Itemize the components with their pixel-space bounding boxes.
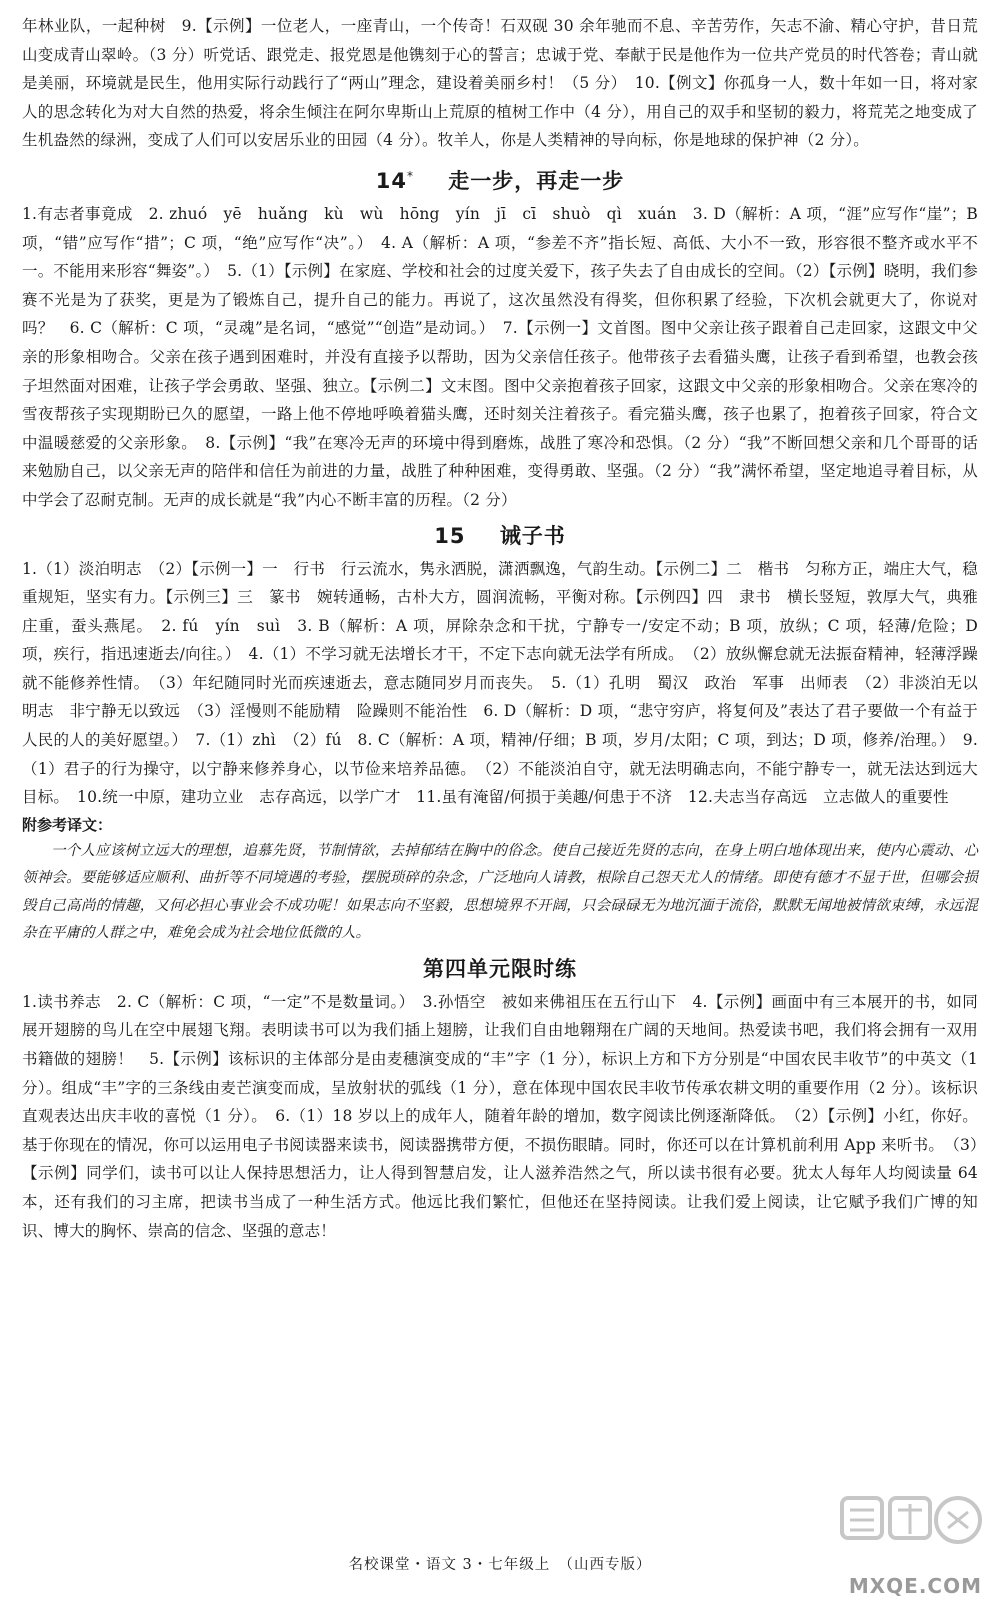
section14-heading xyxy=(22,159,978,198)
unit4-title: 第四单元限时练 xyxy=(423,956,577,981)
watermark-text: MXQE.COM xyxy=(848,1574,982,1598)
page-footer: 名校课堂・语文 3・七年级上 （山西专版） xyxy=(348,1557,652,1573)
section14-body: 1.有志者事竟成 2. zhuó yē huǎng kù wù hōng yín jī cī shuò qì xuán 3. D（解析：A 项，“涯”应写作“崖”；B 项，“错”应写作“措”；C 项，“绝”应写作“决”。） 4. A（解析：A 项，“参差不齐”指长短、高低、大小不一致，形容很不整齐或水平不一。不能用来形容“舞姿”。） 5.（1）【示例】在家庭、学校和社会的过度关爱下，孩子失去了自由成长的空间。（2）【示例】晓明，我们参赛不光是为了获奖，更是为了锻炼自己，提升自己的能力。再说了，这次虽然没有得奖，但你积累了经验，下次机会就更大了，你说对吗？ 6. C（解析：C 项，“灵魂”是名词，“感觉”“创造”是动词。） 7.【示例一】文首图。图中父亲让孩子跟着自己走回家，这跟文中父亲的形象相吻合。父亲在孩子遇到困难时，并没有直接予以帮助，因为父亲信任孩子。他带孩子去看猫头鹰，让孩子看到希望，也教会孩子坦然面对困难，让孩子学会勇敢、坚强、独立。【示例二】文末图。图中父亲抱着孩子回家，这跟文中父亲的形象相吻合。父亲在寒冷的雪夜帮孩子实现期盼已久的愿望，一路上他不停地呼唤着猫头鹰，还时刻关注着孩子。看完猫头鹰，孩子也累了，抱着孩子回家，符合文中温暖慈爱的父亲形象。 8.【示例】“我”在寒冷无声的环境中得到磨炼，战胜了寒冷和恐惧。（2 分）“我”不断回想父亲和几个哥哥的话来勉励自己，以父亲无声的陪伴和信任为前进的力量，战胜了种种困难，变得勇敢、坚强。（2 分）“我”满怀希望，坚定地追寻着目标，从中学会了忍耐克制。无声的成长就是“我”内心不断丰富的历程。（2 分） xyxy=(22,204,978,509)
section13-tail: 年林业队，一起种树 9.【示例】一位老人，一座青山，一个传奇！石双砚 30 余年驰而不息、辛苦劳作，矢志不渝、精心守护，昔日荒山变成青山翠岭。（3 分）听党话、跟党走、报党恩是他镌刻于心的誓言；忠诚于党、奉献于民是他作为一位共产党员的时代答卷；青山就是美丽，环境就是民生，他用实际行动践行了“两山”理念，建设着美丽乡村！（5 分） 10.【例文】你孤身一人，数十年如一日，将对家人的思念转化为对大自然的热爱，将余生倾注在阿尔卑斯山上荒原的植树工作中（4 分），用自己的双手和坚韧的毅力，将荒芜之地变成了生机盎然的绿洲，变成了人们可以安居乐业的田园（4 分）。牧羊人，你是人类精神的导向标，你是地球的保护神（2 分）。 xyxy=(22,17,978,150)
section15-heading xyxy=(22,519,978,553)
unit4-heading xyxy=(22,952,978,986)
translation-heading: 附参考译文： xyxy=(22,815,113,834)
section15-number: 15 xyxy=(434,523,466,548)
translation-body: 一个人应该树立远大的理想，追慕先贤，节制情欲，去掉郁结在胸中的俗念。使自己接近先贤的志向，在身上明白地体现出来，使内心震动、心领神会。要能够适应顺利、曲折等不同境遇的考验，摆脱琐碎的杂念，广泛地向人请教，根除自己怨天尤人的情绪。即使有德才不显于世，但哪会损毁自己高尚的情趣，又何必担心事业会不成功呢！如果志向不坚毅，思想境界不开阔，只会碌碌无为地沉湎于流俗，默默无闻地被情欲束缚，永远混杂在平庸的人群之中，难免会成为社会地位低微的人。 xyxy=(22,842,978,942)
unit4-body: 1.读书养志 2. C（解析：C 项，“一定”不是数量词。） 3.孙悟空 被如来佛祖压在五行山下 4.【示例】画面中有三本展开的书，如同展开翅膀的鸟儿在空中展翅飞翔。表明读书可以为我们插上翅膀，让我们自由地翱翔在广阔的天地间。热爱读书吧，我们将会拥有一双用书籍做的翅膀！ 5.【示例】该标识的主体部分是由麦穗演变成的“丰”字（1 分），标识上方和下方分别是“中国农民丰收节”的中英文（1 分）。组成“丰”字的三条线由麦芒演变而成，呈放射状的弧线（1 分），意在体现中国农民丰收节传承农耕文明的重要作用（2 分）。该标识直观表达出庆丰收的喜悦（1 分）。 6.（1）18 岁以上的成年人，随着年龄的增加，数字阅读比例逐渐降低。 （2）【示例】小红，你好。基于你现在的情况，你可以运用电子书阅读器来读书，阅读器携带方便，不损伤眼睛。同时，你还可以在计算机前利用 App 来听书。 （3）【示例】同学们，读书可以让人保持思想活力，让人得到智慧启发，让人滋养浩然之气，所以读书很有必要。犹太人每年人均阅读量 64 本，还有我们的习主席，把读书当成了一种生活方式。他远比我们繁忙，但他还在坚持阅读。让我们爱上阅读，让它赋予我们广博的知识、博大的胸怀、崇高的信念、坚强的意志！ xyxy=(22,992,978,1240)
section14-title: 走一步，再走一步 xyxy=(448,168,625,193)
section14-number: 14* xyxy=(375,168,414,193)
section15-body: 1.（1）淡泊明志 （2）【示例一】一 行书 行云流水，隽永洒脱，潇洒飘逸，气韵生动。【示例二】二 楷书 匀称方正，端庄大气，稳重规矩，坚实有力。【示例三】三 篆书 婉转通畅，古朴大方，圆润流畅，平衡对称。【示例四】四 隶书 横长竖短，敦厚大气，典雅庄重，蚕头燕尾。 2. fú yín suì 3. B（解析：A 项，屏除杂念和干扰，宁静专一/安定不动；B 项，放纵；C 项，轻薄/危险；D 项，疾行，指迅速逝去/向往。） 4.（1）不学习就无法增长才干，不定下志向就无法学有所成。 （2）放纵懈怠就无法振奋精神，轻薄浮躁就不能修养性情。 （3）年纪随同时光而疾速逝去，意志随同岁月而丧失。 5.（1）孔明 蜀汉 政治 军事 出师表 （2）非淡泊无以明志 非宁静无以致远 （3）淫慢则不能励精 险躁则不能治性 6. D（解析：D 项，“悲守穷庐，将复何及”表达了君子要做一个有益于人民的人的美好愿望。） 7.（1）zhì （2）fú 8. C（解析：A 项，精神/仔细；B 项，岁月/太阳；C 项，到达；D 项，修养/治理。） 9.（1）君子的行为操守，以宁静来修养身心，以节俭来培养品德。 （2）不能淡泊自守，就无法明确志向，不能宁静专一，就无法达到远大目标。 10.统一中原，建功立业 志存高远，以学广才 11.虽有淹留/何损于美趣/何患于不济 12.夫志当存高远 立志做人的重要性 xyxy=(22,559,978,807)
section15-title: 诫子书 xyxy=(499,523,566,548)
